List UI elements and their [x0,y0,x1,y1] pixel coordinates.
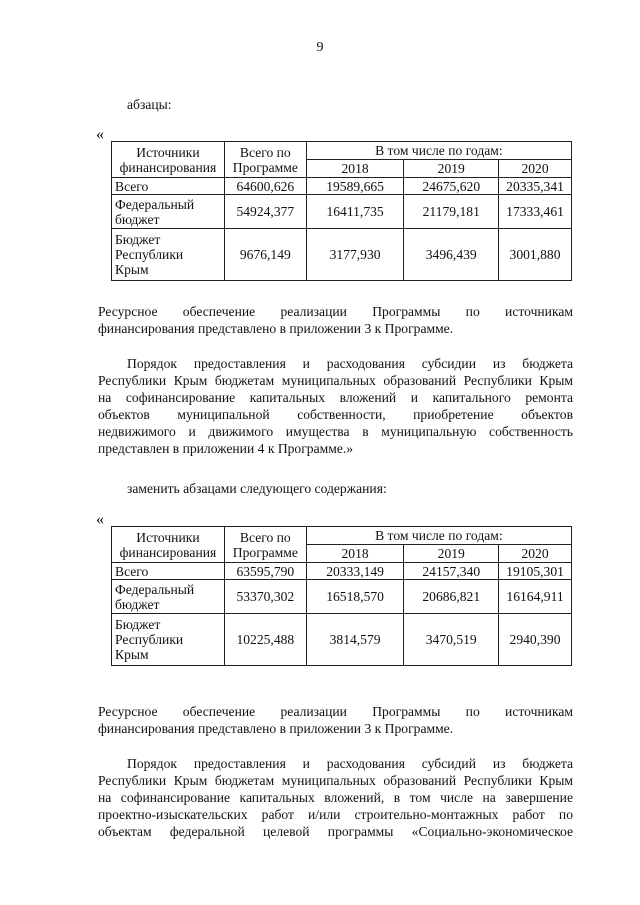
row-name: Всего [112,178,225,195]
row-name: Федеральный бюджет [112,580,225,614]
paragraph-subsidy-new: Порядок предоставления и расходования субсидий из бюджета Республики Крым бюджетам муниципальных образований Республики Крым на софинансирование капитальных вложений, в том числе на завершение проектно-изыскательских работ и/или строительно-монтажных работ по объектам федеральной целевой программы «Социально-экономическое [98,756,573,839]
table-row [112,614,572,666]
header-year-2019: 2019 [404,160,499,178]
row-total: 9676,149 [224,229,306,281]
row-total: 54924,377 [224,195,306,229]
row-total: 64600,626 [224,178,306,195]
replace-instruction: заменить абзацами следующего содержания: [127,481,387,496]
row-2020: 17333,461 [499,195,572,229]
row-2019: 20686,821 [404,580,499,614]
row-name: Всего [112,563,225,580]
header-year-2020: 2020 [499,545,572,563]
header-year-2020: 2020 [499,160,572,178]
table-row [112,178,572,195]
page-number: 9 [316,40,324,55]
intro-text: абзацы: [127,97,172,112]
row-2019: 3470,519 [404,614,499,666]
row-2019: 3496,439 [404,229,499,281]
row-2018: 3177,930 [306,229,404,281]
row-2020: 2940,390 [499,614,572,666]
header-year-2019: 2019 [404,545,499,563]
opening-quote-mark: « [96,126,104,143]
row-name: Бюджет Республики Крым [112,614,225,666]
opening-quote-mark-2: « [96,511,104,528]
row-2018: 3814,579 [306,614,404,666]
row-2018: 19589,665 [306,178,404,195]
row-2018: 20333,149 [306,563,404,580]
row-name: Федеральный бюджет [112,195,225,229]
row-2018: 16518,570 [306,580,404,614]
table-row [112,229,572,281]
row-total: 10225,488 [224,614,306,666]
financing-table-new [111,526,572,666]
row-2020: 16164,911 [499,580,572,614]
header-total: Всего по Программе [224,527,306,563]
row-total: 63595,790 [224,563,306,580]
header-by-years: В том числе по годам: [306,142,571,160]
row-2018: 16411,735 [306,195,404,229]
financing-table-old [111,141,572,281]
row-2020: 3001,880 [499,229,572,281]
paragraph-resources-new: Ресурсное обеспечение реализации Программы по источникам финансирования представлено в приложении 3 к Программе. [98,704,573,736]
row-name: Бюджет Республики Крым [112,229,225,281]
row-2020: 19105,301 [499,563,572,580]
header-year-2018: 2018 [306,160,404,178]
header-year-2018: 2018 [306,545,404,563]
row-2019: 24157,340 [404,563,499,580]
row-2019: 21179,181 [404,195,499,229]
table-row [112,195,572,229]
paragraph-resources-old: Ресурсное обеспечение реализации Программы по источникам финансирования представлено в приложении 3 к Программе. [98,304,573,336]
table-row [112,580,572,614]
row-2019: 24675,620 [404,178,499,195]
row-2020: 20335,341 [499,178,572,195]
header-total: Всего по Программе [224,142,306,178]
header-sources: Источники финансирования [112,142,225,178]
table-row [112,563,572,580]
row-total: 53370,302 [224,580,306,614]
paragraph-subsidy-old: Порядок предоставления и расходования субсидии из бюджета Республики Крым бюджетам муниципальных образований Республики Крым на софинансирование капитальных вложений и капитального ремонта объектов муниципальной собственности, приобретение объектов недвижимого и движимого имущества в муниципальную собственность представлен в приложении 4 к Программе.» [98,356,573,456]
header-by-years: В том числе по годам: [306,527,571,545]
header-sources: Источники финансирования [112,527,225,563]
